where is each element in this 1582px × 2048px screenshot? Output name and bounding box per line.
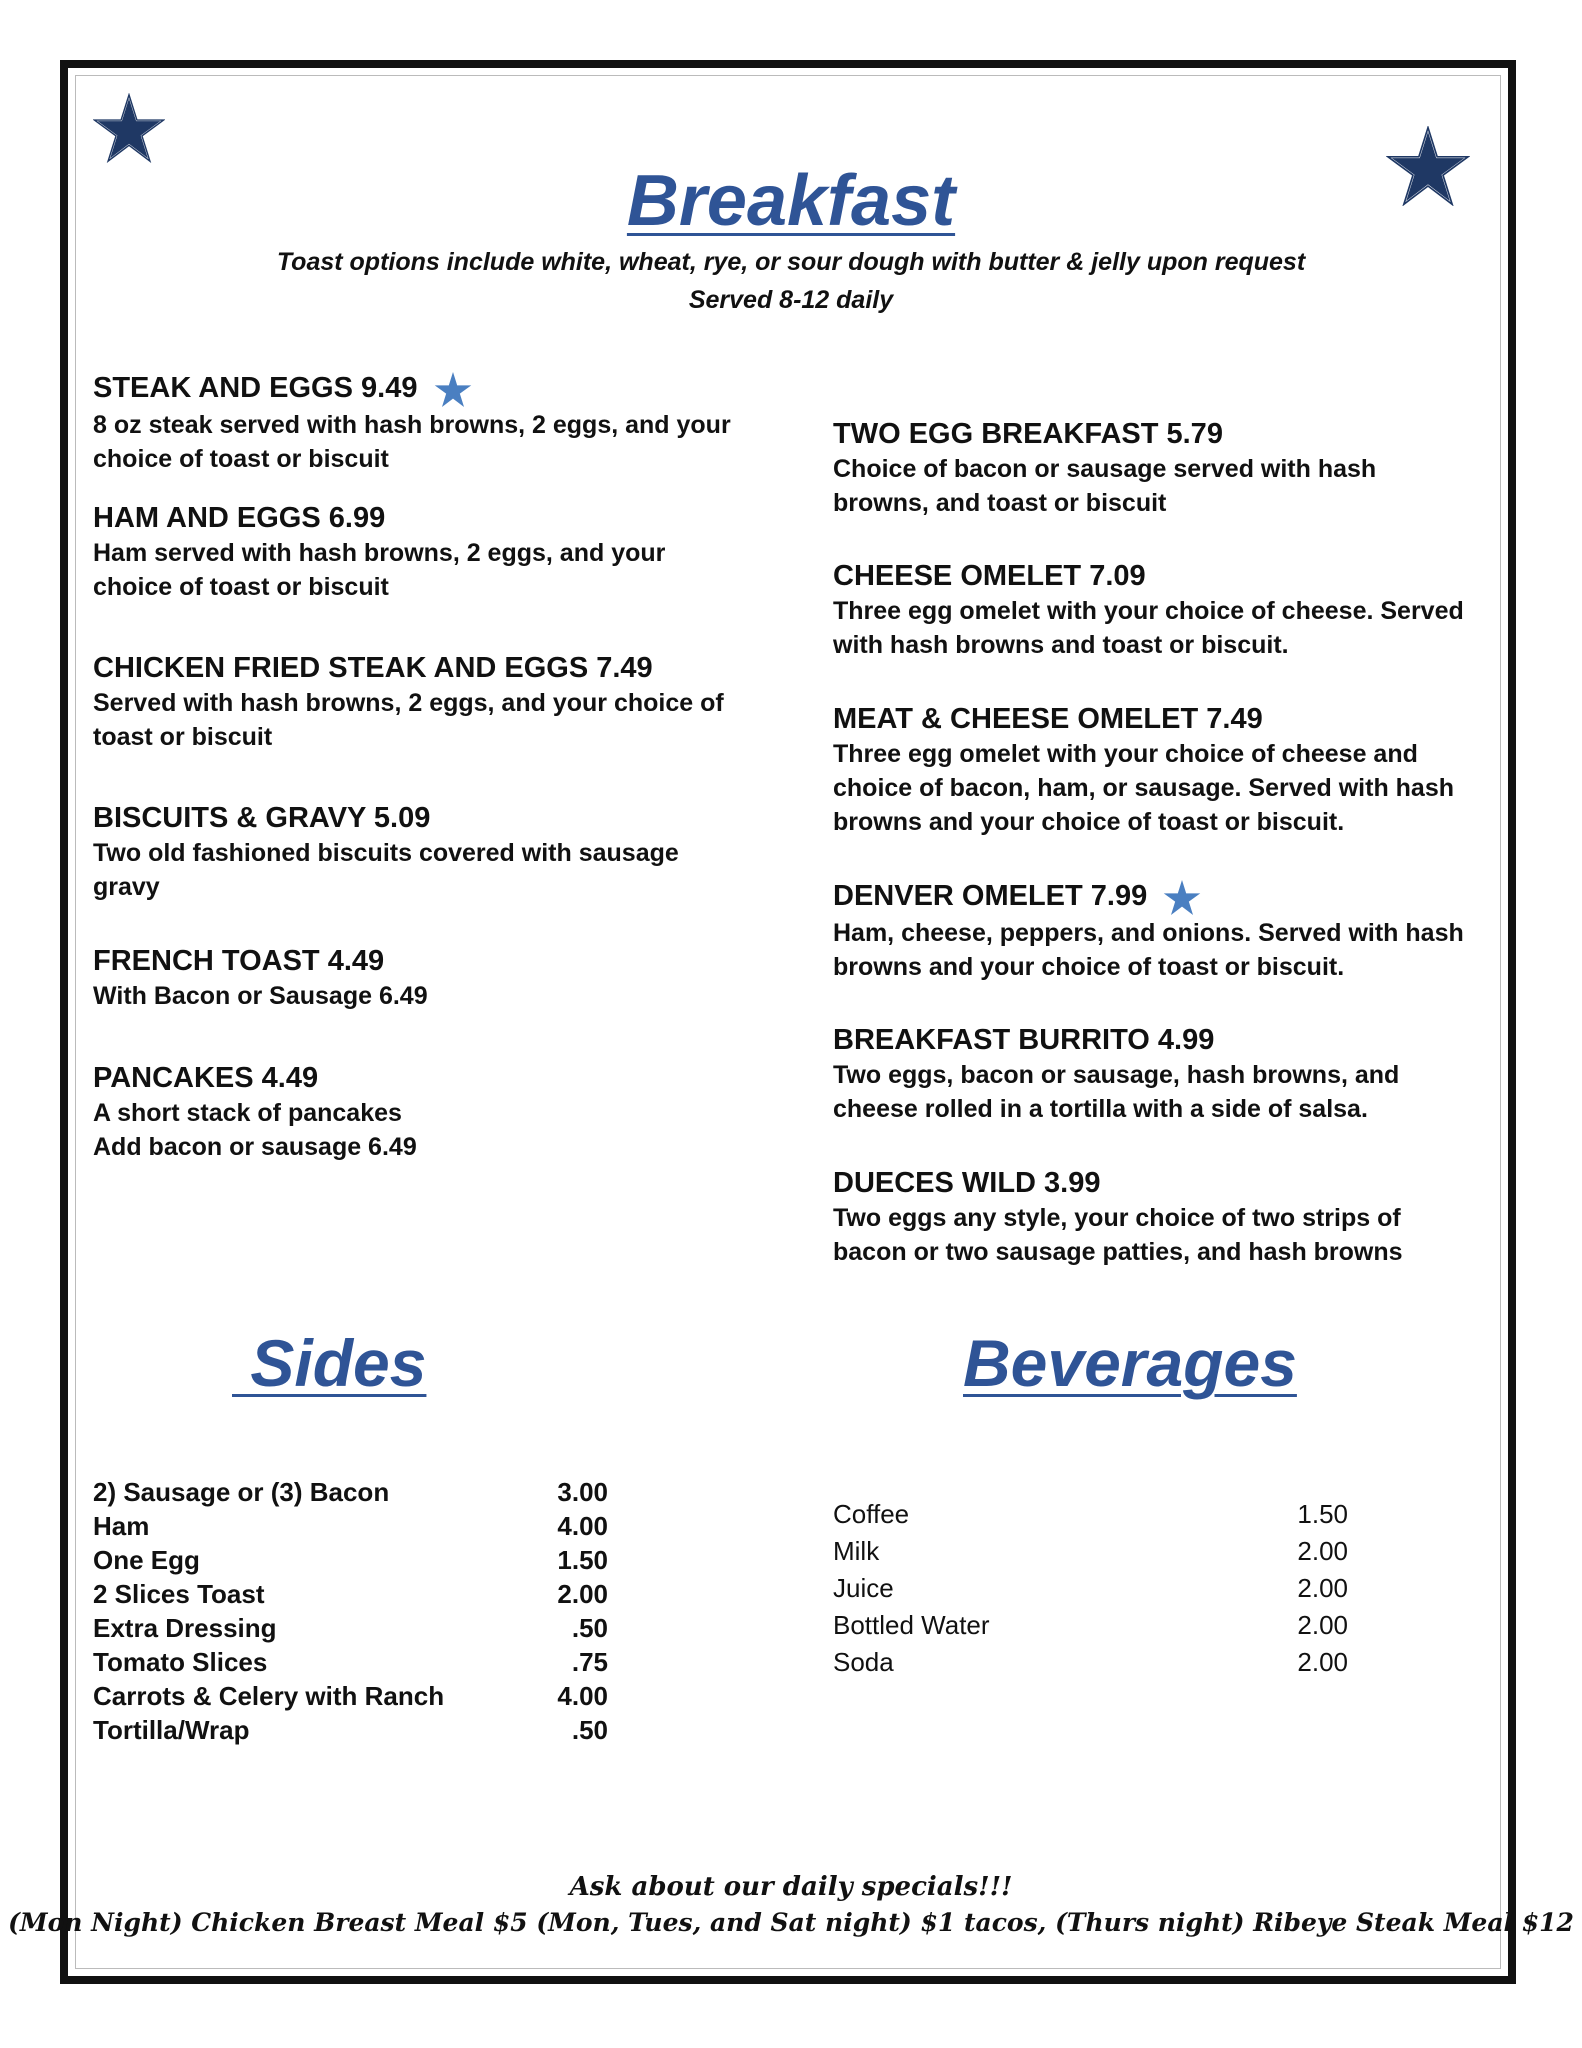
star-icon (1163, 879, 1201, 916)
list-item (93, 1543, 608, 1577)
list-item (93, 1475, 608, 1509)
side-price: .50 (571, 1613, 608, 1643)
menu-item (93, 943, 743, 1013)
list-item (833, 1607, 1348, 1644)
beverage-price: 2.00 (1297, 1610, 1348, 1640)
list-item (93, 1577, 608, 1611)
side-name: Ham (93, 1511, 150, 1541)
side-price: 4.00 (557, 1681, 608, 1711)
item-description: With Bacon or Sausage 6.49 (93, 982, 428, 1010)
list-item (833, 1644, 1348, 1681)
menu-item (93, 500, 743, 604)
list-item (833, 1496, 1348, 1533)
beverage-name: Soda (833, 1647, 894, 1677)
item-description: A short stack of pancakes (93, 1099, 402, 1127)
item-name: CHICKEN FRIED STEAK AND EGGS 7.49 (93, 652, 653, 684)
beverages-title: Beverages (963, 1326, 1297, 1400)
side-name: One Egg (93, 1545, 200, 1575)
item-name: HAM AND EGGS 6.99 (93, 502, 386, 534)
beverage-price: 1.50 (1297, 1499, 1348, 1529)
item-description: Two old fashioned biscuits covered with sausage gravy (93, 839, 679, 901)
beverage-name: Milk (833, 1536, 880, 1566)
corner-star-icon-left (93, 93, 165, 163)
list-item (93, 1509, 608, 1543)
item-description: Choice of bacon or sausage served with hash browns, and toast or biscuit (833, 455, 1377, 517)
list-item (93, 1679, 608, 1713)
item-name: PANCAKES 4.49 (93, 1062, 319, 1094)
side-price: 4.00 (557, 1511, 608, 1541)
menu-item (833, 878, 1473, 984)
item-description-extra: Add bacon or sausage 6.49 (93, 1133, 417, 1161)
side-price: 3.00 (557, 1477, 608, 1507)
item-name: BREAKFAST BURRITO 4.99 (833, 1024, 1215, 1056)
menu-item (93, 370, 743, 476)
beverages-list (833, 1496, 1348, 1681)
item-name: FRENCH TOAST 4.49 (93, 945, 385, 977)
list-item (833, 1533, 1348, 1570)
side-price: .75 (571, 1647, 608, 1677)
breakfast-subtitle-toast: Toast options include white, wheat, rye, or sour dough with butter & jelly upon request (276, 248, 1306, 276)
item-name: DUECES WILD 3.99 (833, 1167, 1101, 1199)
menu-item (93, 1060, 743, 1164)
menu-item (833, 1022, 1473, 1126)
side-name: Carrots & Celery with Ranch (93, 1681, 445, 1711)
menu-item (93, 650, 743, 754)
side-name: Tomato Slices (93, 1647, 268, 1677)
sides-title: Sides (232, 1326, 427, 1400)
item-description: Ham, cheese, peppers, and onions. Served with hash browns and your choice of toast or biscuit. (833, 918, 1464, 981)
item-description: Three egg omelet with your choice of cheese. Served with hash browns and toast or biscuit. (833, 597, 1464, 659)
side-name: Extra Dressing (93, 1613, 277, 1643)
side-price: 1.50 (557, 1545, 608, 1575)
menu-item (833, 701, 1473, 839)
side-price: .50 (571, 1715, 608, 1745)
menu-item (833, 1165, 1473, 1269)
item-name: DENVER OMELET 7.99 (833, 880, 1148, 912)
beverage-name: Bottled Water (833, 1610, 990, 1640)
side-name: Tortilla/Wrap (93, 1715, 250, 1745)
menu-item (93, 800, 743, 904)
list-item (93, 1713, 608, 1747)
item-description: Ham served with hash browns, 2 eggs, and your choice of toast or biscuit (93, 539, 666, 601)
item-description: Served with hash browns, 2 eggs, and your choice of toast or biscuit (93, 689, 724, 751)
list-item (833, 1570, 1348, 1607)
item-name: CHEESE OMELET 7.09 (833, 560, 1146, 592)
side-name: 2) Sausage or (3) Bacon (93, 1477, 390, 1507)
item-description: Three egg omelet with your choice of cheese and choice of bacon, ham, or sausage. Served with hash browns and your choice of toast or biscuit. (833, 740, 1455, 836)
side-name: 2 Slices Toast (93, 1579, 265, 1609)
daily-specials-heading: Ask about our daily specials!!! (569, 1872, 1013, 1902)
beverage-price: 2.00 (1297, 1647, 1348, 1677)
item-description: Two eggs, bacon or sausage, hash browns, and cheese rolled in a tortilla with a side of salsa. (833, 1061, 1400, 1123)
item-name: BISCUITS & GRAVY 5.09 (93, 802, 431, 834)
beverage-price: 2.00 (1297, 1573, 1348, 1603)
beverage-name: Coffee (833, 1499, 910, 1529)
item-description: 8 oz steak served with hash browns, 2 eggs, and your choice of toast or biscuit (93, 410, 731, 473)
beverage-name: Juice (833, 1573, 894, 1603)
list-item (93, 1611, 608, 1645)
sides-list (93, 1475, 608, 1747)
menu-item (833, 416, 1473, 520)
daily-specials-details: (Mon Night) Chicken Breast Meal $5 (Mon, Tues, and Sat night) $1 tacos, (Thurs night) Ribeye Steak Meal $12 (8, 1908, 1574, 1937)
list-item (93, 1645, 608, 1679)
star-icon (434, 371, 472, 408)
item-description: Two eggs any style, your choice of two strips of bacon or two sausage patties, and hash browns (833, 1204, 1403, 1266)
item-name: STEAK AND EGGS 9.49 (93, 372, 418, 404)
menu-item (833, 558, 1473, 662)
item-name: TWO EGG BREAKFAST 5.79 (833, 418, 1223, 450)
breakfast-subtitle-hours: Served 8-12 daily (688, 286, 894, 314)
item-name: MEAT & CHEESE OMELET 7.49 (833, 703, 1263, 735)
beverage-price: 2.00 (1297, 1536, 1348, 1566)
breakfast-title: Breakfast (626, 161, 956, 241)
side-price: 2.00 (557, 1579, 608, 1609)
